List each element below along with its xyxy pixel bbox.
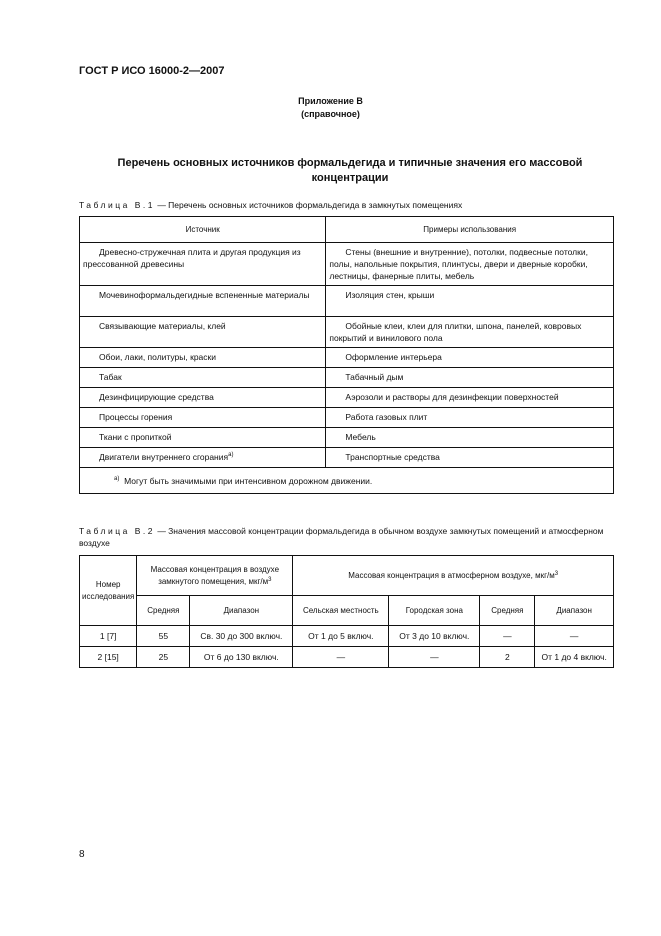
table-row [80, 626, 614, 647]
table2-cell: — [480, 626, 535, 647]
table1-footnote-mark: а) [114, 476, 120, 482]
table1-header-usage: Примеры использования [326, 217, 614, 243]
page-number: 8 [79, 849, 85, 860]
table1-source-cell: Ткани с пропиткой [80, 428, 326, 448]
table1-source-cell: Двигатели внутреннего сгорания$^{а)}$ [80, 448, 326, 468]
annex-title: Приложение В [298, 96, 363, 106]
table2-caption [79, 525, 619, 549]
table2-subheader: Средняя [137, 596, 190, 626]
table2-subheader: Сельская местность [293, 596, 389, 626]
table1-caption [79, 199, 619, 211]
table1-footnote [80, 468, 614, 494]
formaldehyde-sources-table [79, 216, 614, 494]
table2-cell: 2 [480, 647, 535, 668]
table1-source-cell: Дезинфицирующие средства [80, 388, 326, 408]
table-row [80, 286, 614, 317]
table1-usage-cell: Табачный дым [326, 368, 614, 388]
table1-footnote-text: Могут быть значимыми при интенсивном дорожном движении. [124, 476, 373, 486]
table2-header-row [80, 556, 614, 596]
table1-usage-cell: Стены (внешние и внутренние), потолки, подвесные потолки, полы, напольные покрытия, плинтусы, двери и дверные коробки, лестницы, фанерные плиты, мебель [326, 243, 614, 286]
table2-cell: От 1 до 4 включ. [535, 647, 614, 668]
table-row [80, 428, 614, 448]
table1-usage-cell: Транспортные средства [326, 448, 614, 468]
table1-header-row [80, 217, 614, 243]
document-title-line2: концентрации [311, 172, 389, 184]
table1-source-cell: Древесно-стружечная плита и другая продукция из прессованной древесины [80, 243, 326, 286]
table2-cell: От 1 до 5 включ. [293, 626, 389, 647]
table2-cell: От 3 до 10 включ. [389, 626, 480, 647]
annex-note: (справочное) [301, 109, 360, 119]
table1-source-cell: Связывающие материалы, клей [80, 317, 326, 348]
table-row [80, 647, 614, 668]
table-row [80, 348, 614, 368]
table-row [80, 388, 614, 408]
table-row [80, 408, 614, 428]
table1-usage-cell: Оформление интерьера [326, 348, 614, 368]
table1-usage-cell: Изоляция стен, крыши [326, 286, 614, 317]
table2-caption-text: — Значения массовой концентрации формальдегида в обычном воздухе замкнутых помещений и атмосферном воздухе [79, 526, 604, 548]
table-row [80, 448, 614, 468]
table-row [80, 243, 614, 286]
table1-source-cell: Процессы горения [80, 408, 326, 428]
table-row [80, 317, 614, 348]
table1-usage-cell: Аэрозоли и растворы для дезинфекции поверхностей [326, 388, 614, 408]
table2-cell: 25 [137, 647, 190, 668]
document-title [100, 156, 600, 186]
table2-cell: Св. 30 до 300 включ. [190, 626, 293, 647]
table1-footnote-row [80, 468, 614, 494]
table2-cell: — [293, 647, 389, 668]
table1-usage-cell: Мебель [326, 428, 614, 448]
table2-cell: 55 [137, 626, 190, 647]
table1-source-cell: Табак [80, 368, 326, 388]
table2-cell: 1 [7] [80, 626, 137, 647]
table2-caption-prefix: Таблица В.2 [79, 526, 155, 536]
table2-cell: — [535, 626, 614, 647]
table1-usage-cell: Работа газовых плит [326, 408, 614, 428]
standard-code: ГОСТ Р ИСО 16000-2—2007 [79, 65, 225, 77]
table1-source-cell: Мочевиноформальдегидные вспененные материалы [80, 286, 326, 317]
table2-subheader: Средняя [480, 596, 535, 626]
table2-subheader-row [80, 596, 614, 626]
table2-header-study: Номер исследования [80, 556, 137, 626]
document-title-line1: Перечень основных источников формальдегида и типичные значения его массовой [117, 157, 583, 169]
table2-cell: — [389, 647, 480, 668]
table2-subheader: Диапазон [190, 596, 293, 626]
table-row [80, 368, 614, 388]
table1-caption-text: — Перечень основных источников формальдегида в замкнутых помещениях [154, 200, 463, 210]
table2-cell: От 6 до 130 включ. [190, 647, 293, 668]
formaldehyde-concentration-table [79, 555, 614, 668]
table1-header-source: Источник [80, 217, 326, 243]
table1-usage-cell: Обойные клеи, клеи для плитки, шпона, панелей, ковровых покрытий и винилового пола [326, 317, 614, 348]
table1-source-cell: Обои, лаки, политуры, краски [80, 348, 326, 368]
table1-caption-prefix: Таблица В.1 [79, 200, 155, 210]
table2-subheader: Диапазон [535, 596, 614, 626]
table2-header-outdoor: Массовая концентрация в атмосферном воздухе, мкг/$м^3$ [293, 556, 614, 596]
table2-cell: 2 [15] [80, 647, 137, 668]
footnote-mark: а) [228, 452, 234, 458]
table2-header-indoor: Массовая концентрация в воздухе замкнутого помещения, мкг/$м^3$ [137, 556, 293, 596]
table2-subheader: Городская зона [389, 596, 480, 626]
